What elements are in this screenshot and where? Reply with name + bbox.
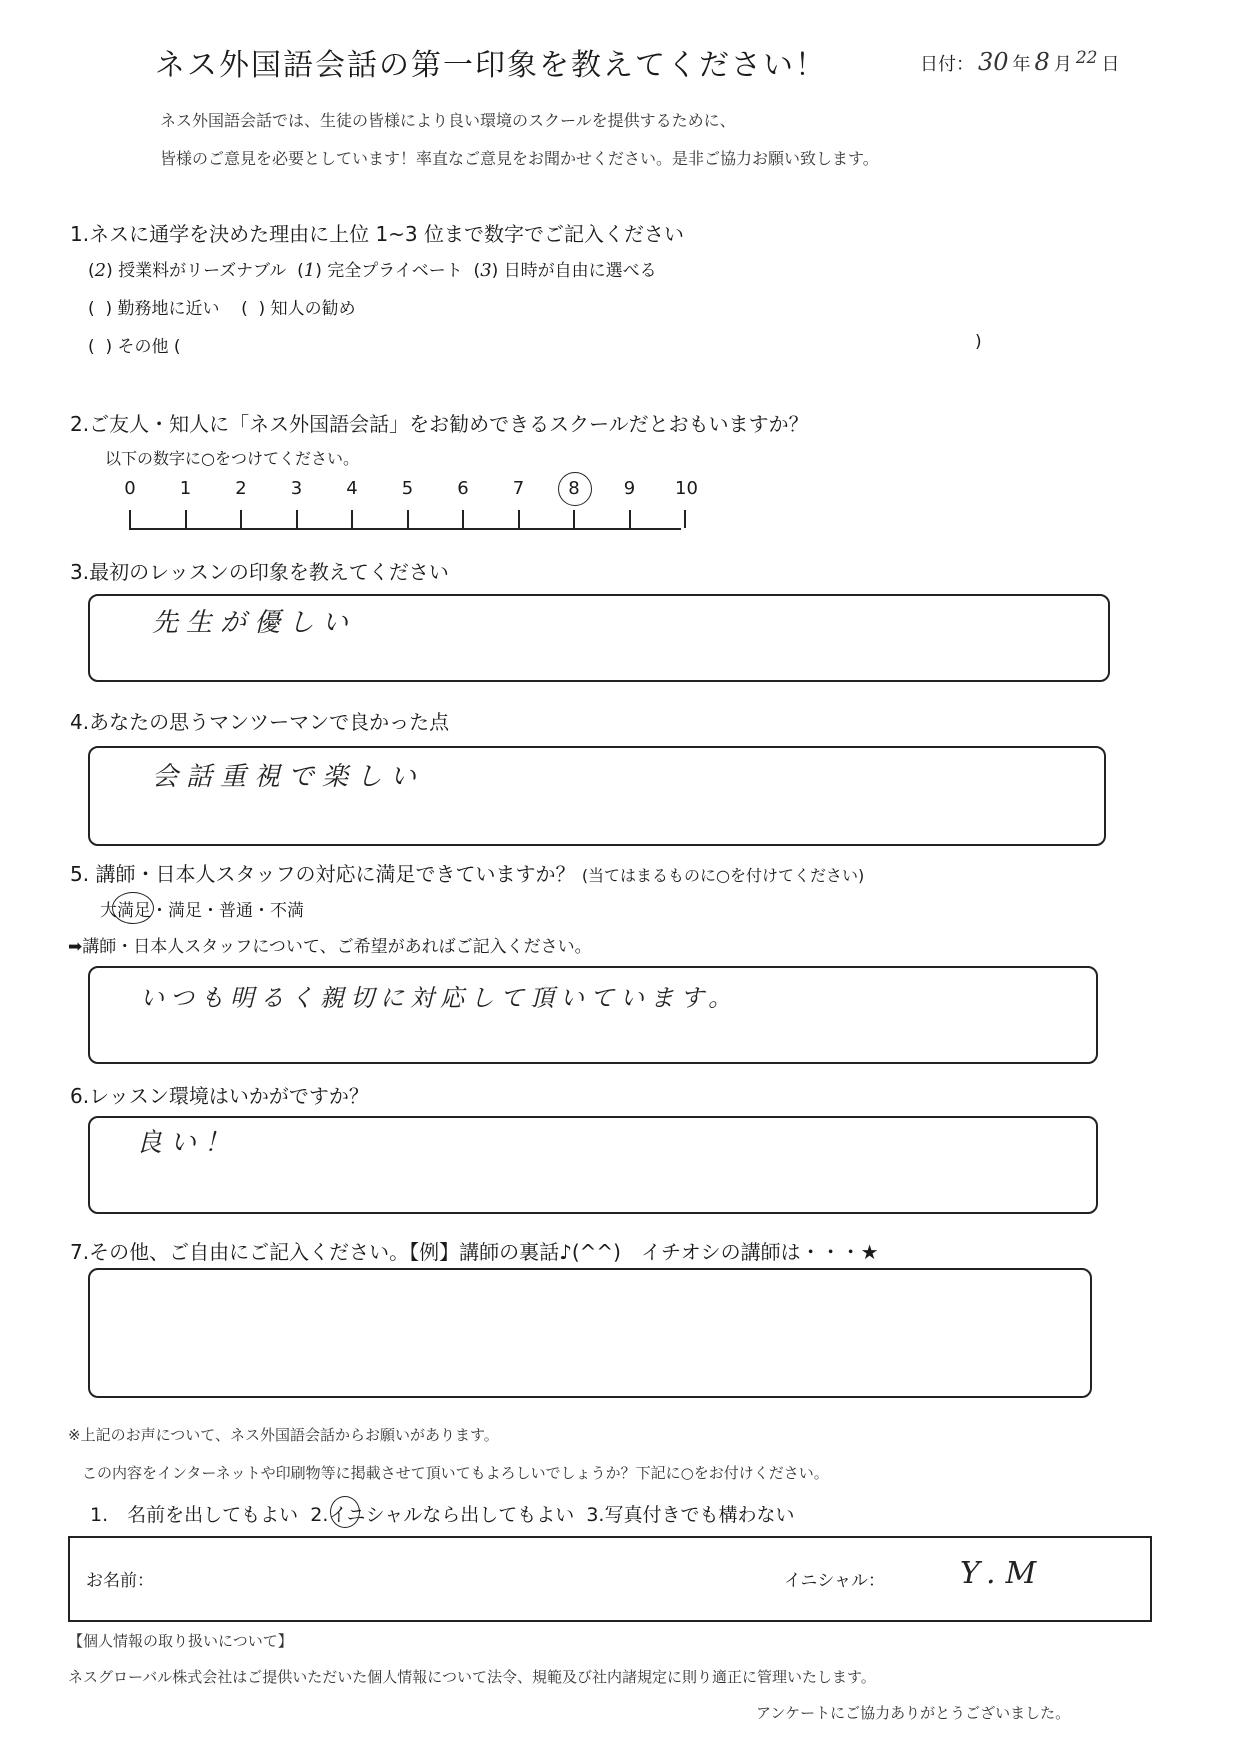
thanks-text: アンケートにご協力ありがとうございました。	[756, 1704, 1071, 1722]
q5-question-text: 5. 講師・日本人スタッフの対応に満足できていますか？	[70, 862, 576, 886]
scale-tick	[629, 510, 631, 528]
scale-tick	[573, 510, 575, 528]
scale-number-8[interactable]: 8	[568, 478, 580, 499]
q4-question: 4.あなたの思うマンツーマンで良かった点	[70, 710, 450, 734]
scale-tick	[518, 510, 520, 528]
scale-number-9[interactable]: 9	[623, 478, 636, 499]
q1-option-label: 完全プライベート	[327, 261, 463, 281]
scale-tick	[185, 510, 187, 528]
date-day-unit: 日	[1101, 54, 1120, 75]
q5-question	[70, 858, 864, 887]
consent-line-2: この内容をインターネットや印刷物等に掲載させて頂いてもよろしいでしょうか？下記に○をお付けください。	[82, 1464, 829, 1482]
q6-question: 6.レッスン環境はいかがですか？	[70, 1084, 369, 1108]
scale-number-4[interactable]: 4	[346, 478, 358, 499]
scale-number-10[interactable]: 10	[675, 478, 698, 499]
q1-option-label: 知人の勧め	[270, 299, 356, 319]
q5-answer: いつも明るく親切に対応して頂いています。	[140, 984, 739, 1012]
q2-instruction: 以下の数字に○をつけてください。	[105, 449, 359, 468]
q5-option-dissatisfied[interactable]: 不満	[270, 901, 304, 921]
consent-option-3[interactable]: 3.写真付きでも構わない	[586, 1504, 795, 1526]
q5-note: (当てはまるものに○を付けてください)	[581, 866, 865, 885]
intro-line-2: 皆様のご意見を必要としています！率直なご意見をお聞かせください。是非ご協力お願い致します。	[160, 149, 879, 168]
q2-question: 2.ご友人・知人に「ネス外国語会話」をお勧めできるスクールだとおもいますか？	[70, 412, 809, 436]
q1-option-label: 勤務地に近い	[117, 299, 220, 319]
scale-number-5[interactable]: 5	[401, 478, 414, 499]
privacy-heading: 【個人情報の取り扱いについて】	[68, 1632, 293, 1650]
date-month: 8	[1034, 48, 1050, 76]
q1-mark-1[interactable]: 2	[94, 260, 107, 281]
privacy-text: ネスグローバル株式会社はご提供いただいた個人情報について法令、規範及び社内諸規定に則り適正に管理いたします。	[68, 1668, 876, 1686]
scale-number-0[interactable]: 0	[124, 478, 136, 499]
initial-value[interactable]: Y.M	[960, 1556, 1047, 1591]
page-title: ネス外国語会話の第一印象を教えてください！	[155, 48, 827, 83]
scale-tick	[129, 510, 131, 528]
consent-option-2[interactable]: 2.イニシャルなら出してもよい	[310, 1504, 575, 1526]
consent-option-1[interactable]: 1. 名前を出してもよい	[90, 1504, 299, 1526]
q1-option-label: その他	[117, 337, 169, 357]
consent-line-1: ※上記のお声について、ネス外国語会話からお願いがあります。	[68, 1426, 499, 1444]
q6-answer: 良い！	[136, 1128, 239, 1158]
scale-number-6[interactable]: 6	[457, 478, 469, 499]
date-year-unit: 年	[1012, 54, 1031, 75]
name-label: お名前：	[86, 1571, 154, 1591]
q1-other-close-paren: )	[975, 332, 982, 352]
scale-tick	[296, 510, 298, 528]
scale-selected-circle	[558, 472, 592, 506]
scale-tick	[462, 510, 464, 528]
q5-selected-circle	[112, 892, 154, 924]
date-label: 日付：	[920, 54, 974, 75]
scale-baseline	[129, 528, 681, 530]
scale-number-7[interactable]: 7	[512, 478, 525, 499]
q1-option-label: 授業料がリーズナブル	[118, 261, 287, 281]
initial-label: イニシャル：	[784, 1571, 885, 1591]
date-year: 30	[978, 48, 1009, 76]
date-month-unit: 月	[1053, 54, 1072, 75]
q7-question: 7.その他、ご自由にご記入ください。【例】講師の裏話♪(^^) イチオシの講師は・・・★	[70, 1240, 879, 1264]
scale-number-1[interactable]: 1	[179, 478, 192, 499]
consent-selected-circle	[330, 1496, 360, 1528]
q3-question: 3.最初のレッスンの印象を教えてください	[70, 560, 449, 584]
q5-sub-question: ➡講師・日本人スタッフについて、ご希望があればご記入ください。	[68, 937, 592, 957]
q1-mark-3[interactable]: 3	[480, 260, 492, 281]
q1-option-label: 日時が自由に選べる	[503, 261, 657, 281]
q3-answer: 先生が優しい	[152, 608, 357, 638]
q1-option-row-1: (2) 授業料がリーズナブル (1) 完全プライベート (3) 日時が自由に選べる	[88, 260, 657, 281]
q7-answer-box[interactable]	[88, 1268, 1092, 1398]
scale-tick	[684, 510, 686, 528]
q4-answer: 会話重視で楽しい	[152, 762, 425, 792]
q1-mark-2[interactable]: 1	[303, 260, 316, 281]
intro-line-1: ネス外国語会話では、生徒の皆様により良い環境のスクールを提供するために、	[160, 111, 736, 130]
consent-options	[90, 1500, 794, 1527]
q3-answer-box[interactable]	[88, 594, 1110, 682]
q5-option-normal[interactable]: 普通	[219, 901, 253, 921]
q5-options: 大満足・満足・普通・不満	[100, 901, 304, 921]
scale-number-2[interactable]: 2	[235, 478, 247, 499]
scale-number-3[interactable]: 3	[290, 478, 303, 499]
q5-option-very-satisfied[interactable]: 大満足	[100, 901, 151, 921]
q5-answer-box[interactable]	[88, 966, 1098, 1064]
date-field	[920, 48, 1119, 76]
date-day: 22	[1075, 48, 1098, 68]
scale-tick	[351, 510, 353, 528]
scale-tick	[407, 510, 409, 528]
q4-answer-box[interactable]	[88, 746, 1106, 846]
q6-answer-box[interactable]	[88, 1116, 1098, 1214]
q5-option-satisfied[interactable]: 満足	[168, 901, 202, 921]
q1-option-row-3: ( ) その他 (	[88, 337, 181, 357]
q1-option-row-2: ( ) 勤務地に近い ( ) 知人の勧め	[88, 299, 356, 319]
name-box	[68, 1536, 1152, 1622]
scale-tick	[240, 510, 242, 528]
q1-question: 1.ネスに通学を決めた理由に上位 1~3 位まで数字でご記入ください	[70, 222, 685, 246]
